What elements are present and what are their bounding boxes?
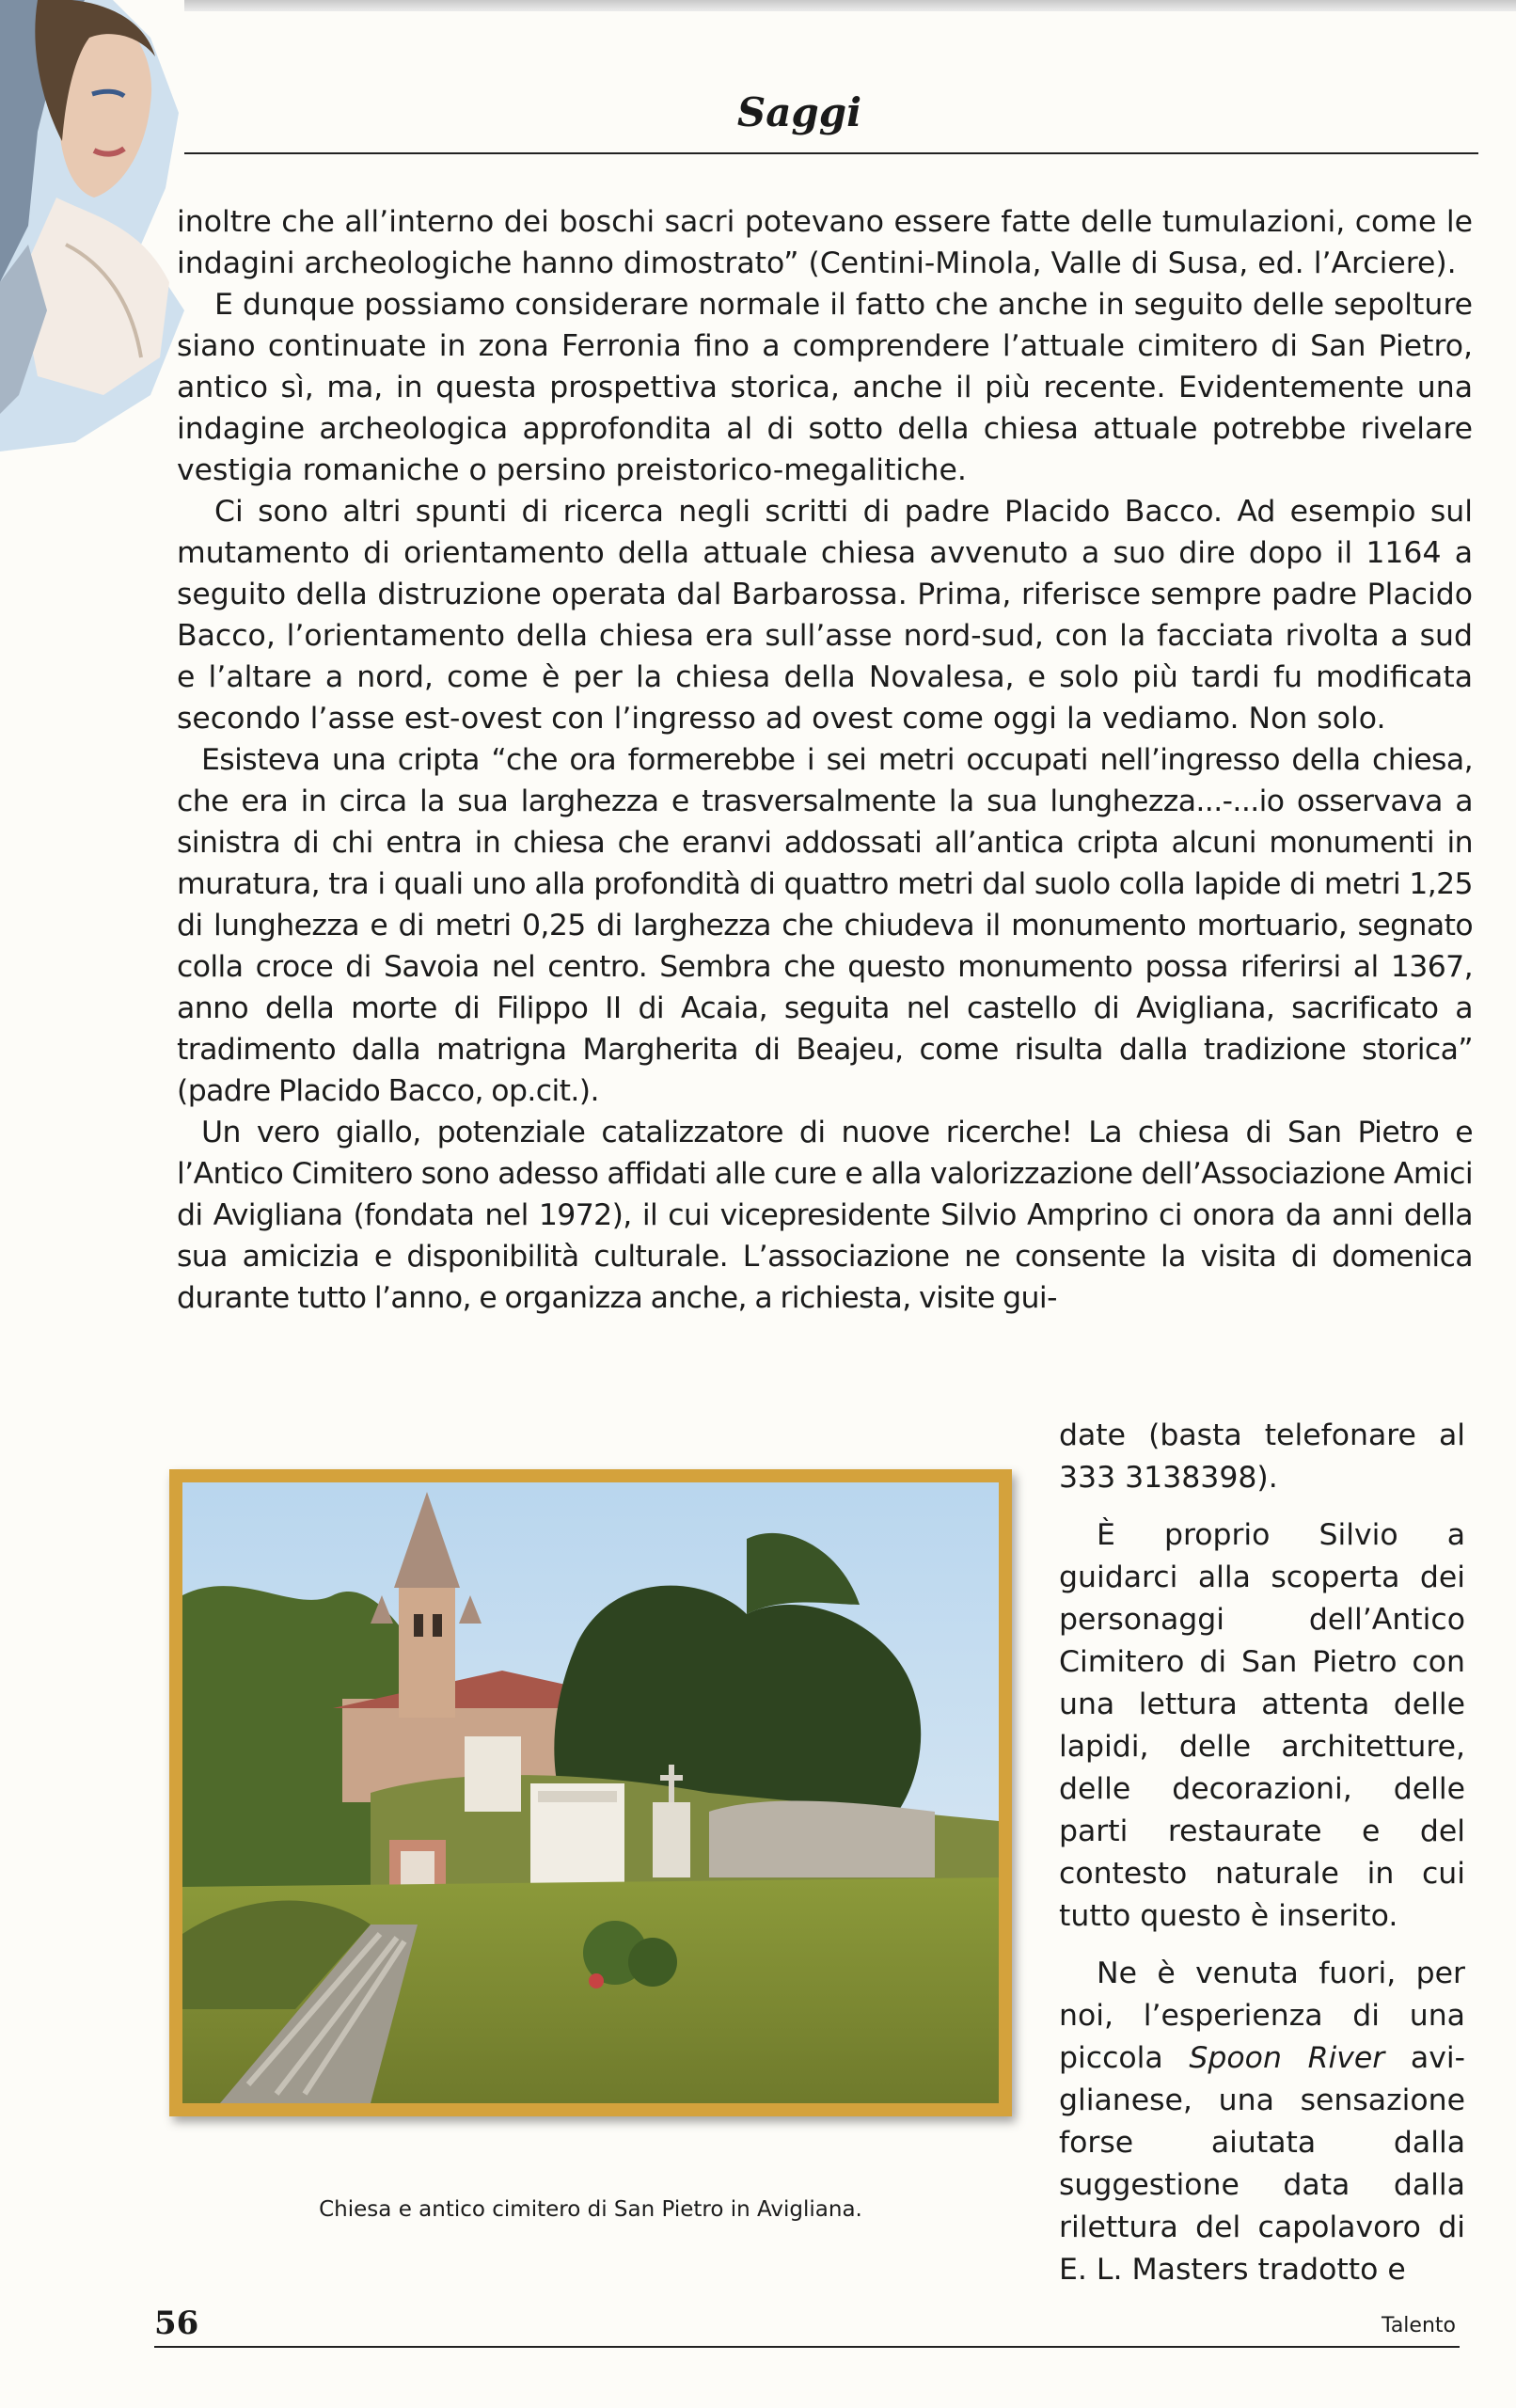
side-paragraph-3-end: aviglianese, una sensazione forse aiutata dalla suggestione data dalla rilettura del capolavoro di E. L. Masters tradotto e bbox=[1059, 2041, 1466, 2287]
paragraph-5: Un vero giallo, potenziale catalizzatore di nuove ricerche! La chiesa di San Pietro e l’Antico Cimitero sono adesso affidati alle cure e alla valorizzazione dell’Associazione Amici di Avigliana (fondata nel 1972), il cui vicepresidente Silvio Amprino ci onora da anni della sua amicizia e disponibilità culturale. L’associazione ne consente la visita di domenica durante tutto l’anno, e organizza anche, a richiesta, visite gui- bbox=[177, 1116, 1473, 1315]
article-body bbox=[177, 201, 1473, 1319]
spoon-river-title: Spoon River bbox=[1189, 2041, 1385, 2075]
page-number: 56 bbox=[154, 2305, 199, 2342]
paragraph-3: Ci sono altri spunti di ricerca negli scritti di padre Placido Bacco. Ad esempio sul mutamento di orientamento della attuale chiesa avvenuto a suo dire dopo il 1164 a seguito della distruzione operata dal Barbarossa. Prima, riferisce sempre padre Placido Bacco, l’orientamento della chiesa era sull’asse nord-sud, con la facciata rivolta a sud e l’altare a nord, come è per la chiesa della Novalesa, e solo più tardi fu modificata secondo l’asse est-ovest con l’ingresso ad ovest come oggi la vediamo. Non solo. bbox=[177, 495, 1473, 736]
church-cemetery-photo bbox=[182, 1482, 999, 2103]
footer-rule bbox=[154, 2346, 1460, 2348]
side-paragraph-2: È proprio Silvio a guidarci alla scoperta dei personaggi dell’Antico Cimitero di San Pietro con una lettura attenta delle lapidi, delle architetture, delle decorazioni, delle parti restaurate e del contesto naturale in cui tutto questo è inserito. bbox=[1059, 1518, 1465, 1933]
side-paragraph-3-start: Ne è venuta fuori, per noi, l’esperienza di una piccola bbox=[1059, 1956, 1465, 2075]
paragraph-2: E dunque possiamo considerare normale il fatto che anche in seguito delle sepolture siano continuate in zona Ferronia fino a comprendere l’attuale cimitero di San Pietro, antico sì, ma, in questa prospettiva storica, anche il più recente. Evidentemente una indagine archeologica approfondita al di sotto della chiesa attuale potrebbe rivelare vestigia romaniche o persino preistorico-megalitiche. bbox=[177, 288, 1473, 487]
section-title: Saggi bbox=[736, 89, 862, 135]
photo-caption: Chiesa e antico cimitero di San Pietro in Avigliana. bbox=[319, 2197, 862, 2222]
side-paragraph-3 bbox=[1059, 1953, 1465, 2291]
side-paragraph-1: date (basta telefonare al 333 3138398). bbox=[1059, 1418, 1465, 1495]
paragraph-4: Esisteva una cripta “che ora formerebbe i sei metri occupati nell’ingresso della chiesa, che era in circa la sua larghezza e trasversalmente la sua lunghezza...-...io osservava a sinistra di chi entra in chiesa che eranvi addossati all’antica cripta alcuni monumenti in muratura, tra i quali uno alla profondità di quattro metri dal suolo colla lapide di metri 1,25 di lunghezza e di metri 0,25 di larghezza che chiudeva il monumento mortuario, segnato colla croce di Savoia nel centro. Sembra che questo monumento possa riferirsi al 1367, anno della morte di Filippo II di Acaia, seguita nel castello di Avigliana, sacrificato a tradimento dalla matrigna Margherita di Beajeu, come risulta dalla tradizione storica” (padre Placido Bacco, op.cit.). bbox=[177, 743, 1473, 1108]
portrait-watercolor-graphic bbox=[0, 0, 184, 452]
side-column-text bbox=[1059, 1415, 1465, 2291]
paragraph-1: inoltre che all’interno dei boschi sacri potevano essere fatte delle tumulazioni, come le indagini archeologiche hanno dimostrato” (Centini-Minola, Valle di Susa, ed. l’Arciere). bbox=[177, 205, 1473, 280]
photo-frame bbox=[169, 1469, 1012, 2116]
magazine-name: Talento bbox=[1382, 2314, 1456, 2337]
top-edge-strip bbox=[0, 0, 1516, 11]
header-rule bbox=[184, 152, 1478, 154]
decorative-portrait-illustration bbox=[0, 0, 184, 452]
